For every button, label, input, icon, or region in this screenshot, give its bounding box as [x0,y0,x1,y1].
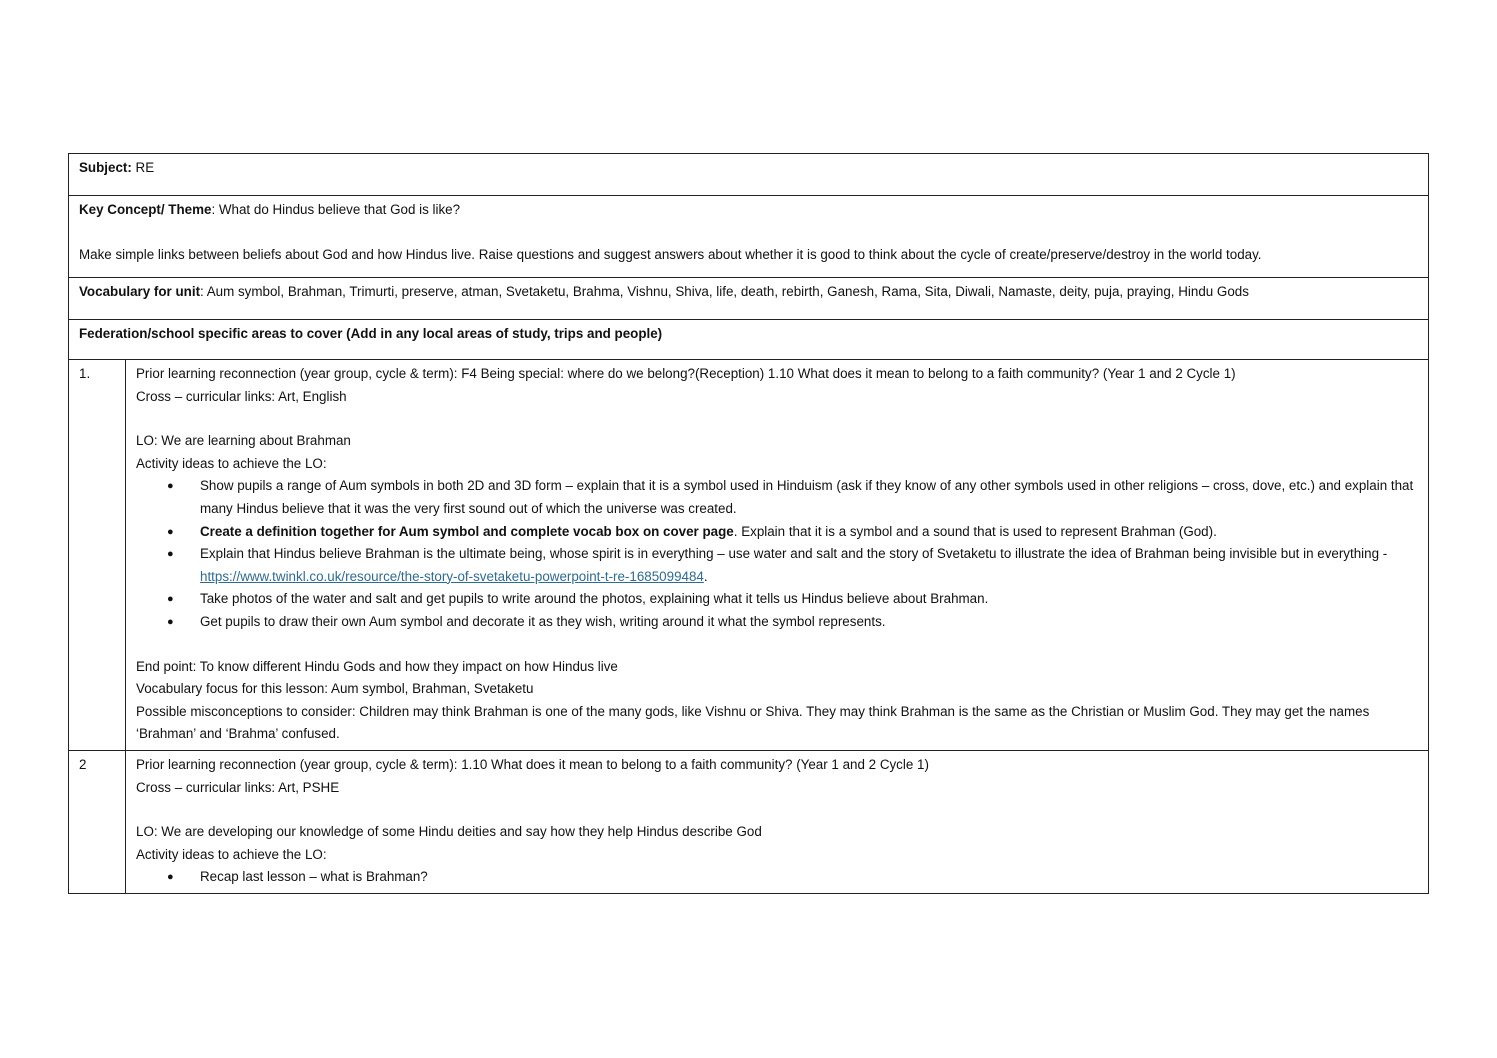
vocabulary-value: : Aum symbol, Brahman, Trimurti, preserve, atman, Svetaketu, Brahma, Vishnu, Shiva, life, death, rebirth, Ganesh, Rama, Sita, Diwali, Namaste, deity, puja, praying, Hindu Gods [200,284,1249,299]
learning-objective: LO: We are developing our knowledge of some Hindu deities and say how they help Hindus describe God [136,824,762,840]
prior-learning: Prior learning reconnection (year group, cycle & term): 1.10 What does it mean to belong to a faith community? (Year 1 and 2 Cycle 1) [136,756,929,772]
vocabulary-label: Vocabulary for unit [79,284,201,299]
subject-cell [69,154,1429,196]
activity-item: ● Show pupils a range of Aum symbols in both 2D and 3D form – explain that it is a symbol used in Hinduism (ask if they know of any other symbols used in other religions – cross, dove, etc.) and explain that many Hindus believe that it was the very first sound out of which the universe was created. [136,475,1418,520]
key-concept-value: : What do Hindus believe that God is like? [211,202,461,217]
cross-curricular: Cross – curricular links: Art, PSHE [136,779,340,795]
key-concept-label: Key Concept/ Theme [79,202,212,217]
lesson-row-2 [69,750,1429,893]
activity-text: . Explain that it is a symbol and a sound that is used to represent Brahman (God). [733,523,1217,539]
key-concept-line [79,199,1418,222]
spacer [136,408,1418,430]
learning-objective: LO: We are learning about Brahman [136,433,351,449]
lesson-content [126,750,1429,893]
federation-row [69,320,1429,360]
prior-learning: Prior learning reconnection (year group, cycle & term): F4 Being special: where do we belong?(Reception) 1.10 What does it mean to belong to a faith community? (Year 1 and 2 Cycle 1) [136,366,1236,381]
activity-text: . [703,568,708,584]
lesson-number: 2 [69,750,126,893]
twinkl-resource-link[interactable]: https://www.twinkl.co.uk/resource/the-story-of-svetaketu-powerpoint-t-re-1685099484 [200,568,704,584]
subject-label: Subject: [79,160,132,175]
vocabulary-row [69,278,1429,320]
activity-bold-text: Create a definition together for Aum symbol and complete vocab box on cover page [200,523,734,539]
lesson-number: 1. [69,360,126,751]
federation-cell [69,320,1429,360]
spacer [79,222,1418,244]
cross-curricular: Cross – curricular links: Art, English [136,388,347,404]
lesson-row-1 [69,360,1429,751]
spacer [136,799,1418,821]
vocabulary-focus: Vocabulary focus for this lesson: Aum symbol, Brahman, Svetaketu [136,681,534,697]
activity-heading: Activity ideas to achieve the LO: [136,455,327,471]
subject-row [69,154,1429,196]
misconceptions: Possible misconceptions to consider: Children may think Brahman is one of the many gods, like Vishnu or Shiva. They may think Brahman is the same as the Christian or Muslim God. They may get the names ‘Brahman’ and ‘Brahma’ confused. [136,703,1370,742]
activity-list [136,475,1418,633]
activity-item: ● Get pupils to draw their own Aum symbol and decorate it as they wish, writing around it what the symbol represents. [136,611,1418,634]
key-concept-row [69,196,1429,278]
end-point: End point: To know different Hindu Gods and how they impact on how Hindus live [136,658,618,674]
activity-list [136,866,1418,889]
activity-item: ● Take photos of the water and salt and get pupils to write around the photos, explaining what it tells us Hindus believe about Brahman. [136,588,1418,611]
activity-heading: Activity ideas to achieve the LO: [136,846,327,862]
activity-item: ● Recap last lesson – what is Brahman? [136,866,1418,889]
activity-item [136,521,1418,544]
federation-label: Federation/school specific areas to cover (Add in any local areas of study, trips and people) [79,326,663,341]
planning-table [68,153,1429,894]
subject-value: RE [131,160,155,175]
vocabulary-cell [69,278,1429,320]
key-concept-detail: Make simple links between beliefs about God and how Hindus live. Raise questions and suggest answers about whether it is good to think about the cycle of create/preserve/destroy in the world today. [79,246,1262,262]
lesson-content [126,360,1429,751]
activity-item [136,543,1418,588]
key-concept-cell [69,196,1429,278]
activity-text: Explain that Hindus believe Brahman is the ultimate being, whose spirit is in everything – use water and salt and the story of Svetaketu to illustrate the idea of Brahman being invisible but in everything - [200,546,1388,562]
spacer [136,634,1418,656]
